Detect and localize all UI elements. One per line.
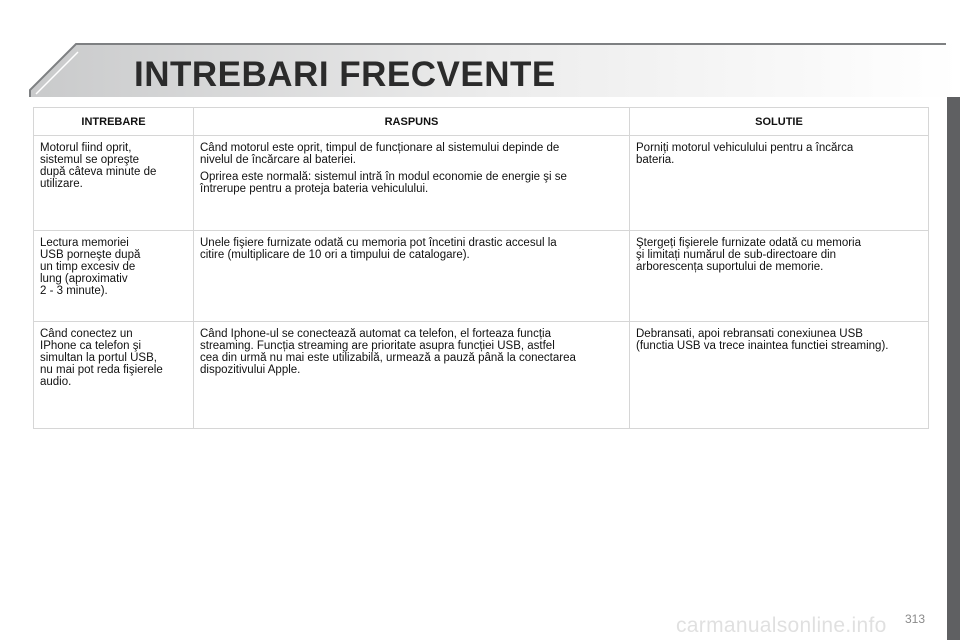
solution-cell: Ştergeți fişierele furnizate odată cu memoria şi limitați numărul de sub-directoare din arborescența suportului de memorie. — [630, 231, 929, 322]
answer-paragraph: Oprirea este normală: sistemul intră în modul economie de energie şi se întrerupe pentru a proteja bateria vehiculului. — [200, 171, 567, 195]
page-title: INTREBARI FRECVENTE — [134, 55, 556, 94]
table-header-row — [34, 108, 929, 136]
table-row — [34, 136, 929, 231]
column-header-question: INTREBARE — [34, 108, 194, 136]
table-row — [34, 322, 929, 429]
table-row — [34, 231, 929, 322]
page-edge-bar — [947, 44, 960, 640]
answer-paragraph: Unele fişiere furnizate odată cu memoria pot încetini drastic accesul la citire (multiplicare de 10 ori a timpului de catalogare). — [200, 237, 557, 261]
solution-cell: Porniți motorul vehiculului pentru a încărca bateria. — [630, 136, 929, 231]
column-header-solution: SOLUTIE — [630, 108, 929, 136]
question-cell: Lectura memoriei USB porneşte după un timp excesiv de lung (aproximativ 2 - 3 minute). — [34, 231, 194, 322]
solution-cell: Debransati, apoi rebransati conexiunea USB (functia USB va trece inaintea functiei streaming). — [630, 322, 929, 429]
question-cell: Motorul fiind oprit, sistemul se opreşte după câteva minute de utilizare. — [34, 136, 194, 231]
answer-paragraph: Când Iphone-ul se conectează automat ca telefon, el forteaza funcția streaming. Funcția streaming are prioritate asupra funcției USB, astfel cea din urmă nu mai este utilizabilă, urmează a pauză până la conectarea dispozitivului Apple. — [200, 328, 576, 376]
page-number: 313 — [905, 612, 926, 626]
watermark: carmanualsonline.info — [676, 614, 887, 637]
answer-paragraph: Când motorul este oprit, timpul de funcționare al sistemului depinde de nivelul de încărcare al bateriei. — [200, 142, 560, 166]
column-header-answer: RASPUNS — [194, 108, 630, 136]
answer-cell — [194, 322, 630, 429]
faq-table — [33, 107, 929, 429]
question-cell: Când conectez un IPhone ca telefon şi simultan la portul USB, nu mai pot reda fişierele audio. — [34, 322, 194, 429]
answer-cell — [194, 136, 630, 231]
answer-cell — [194, 231, 630, 322]
